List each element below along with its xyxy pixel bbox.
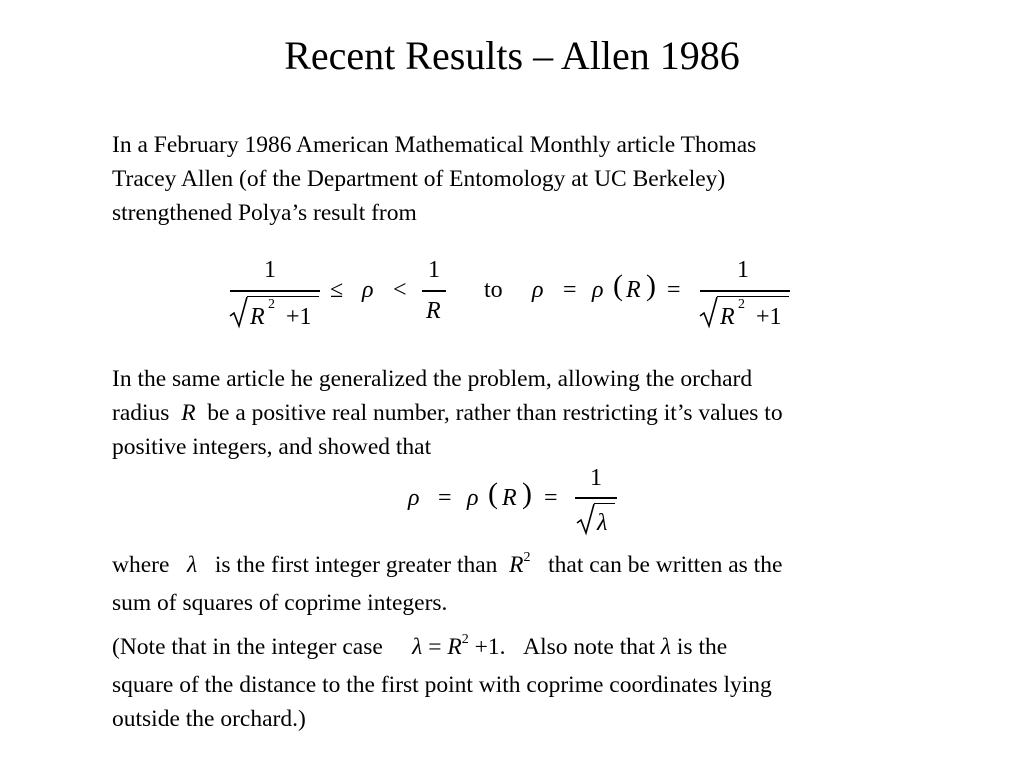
eq1-right-paren: ) bbox=[646, 269, 656, 302]
eq1-rho-2: ρ bbox=[532, 277, 544, 303]
eq2-rho: ρ bbox=[408, 485, 420, 511]
eq2-sqrt-bar bbox=[594, 503, 615, 504]
eq1-denominator-R: R bbox=[250, 304, 265, 330]
paragraph-note-line-3: outside the orchard.) bbox=[112, 706, 306, 732]
eq1-denominator-plus-one: +1 bbox=[286, 304, 312, 330]
paragraph-note bbox=[112, 630, 772, 736]
eq1-denominator-exp-3: 2 bbox=[738, 297, 745, 312]
p2-line2-rest: be a positive real number, rather than restricting it’s values to bbox=[207, 400, 783, 426]
eq2-right-paren: ) bbox=[522, 477, 532, 510]
p4-lambda-2: λ bbox=[660, 634, 672, 660]
eq1-left-paren: ( bbox=[613, 269, 623, 302]
paragraph-where bbox=[112, 548, 782, 620]
eq1-sqrt-sign-1 bbox=[229, 296, 249, 330]
eq1-leq-sign: ≤ bbox=[330, 277, 344, 303]
paragraph-where-line-2: sum of squares of coprime integers. bbox=[112, 590, 448, 616]
eq1-numerator-3: 1 bbox=[737, 257, 749, 283]
paragraph-intro-line-1: In a February 1986 American Mathematical Monthly article Thomas bbox=[112, 132, 757, 158]
p3-mid-text: is the first integer greater than bbox=[214, 552, 498, 578]
p3-exp: 2 bbox=[523, 550, 531, 565]
eq2-sqrt-sign bbox=[576, 503, 596, 537]
eq1-fraction-bar-1 bbox=[230, 290, 320, 292]
p4-pre-text: (Note that in the integer case bbox=[112, 634, 383, 660]
paragraph-intro bbox=[112, 128, 756, 230]
p3-where-word: where bbox=[112, 552, 170, 578]
eq2-rho-2: ρ bbox=[467, 485, 479, 511]
eq2-equals-2: = bbox=[544, 485, 558, 511]
p3-R: R bbox=[509, 552, 524, 578]
eq1-sqrt-bar-2 bbox=[717, 296, 789, 297]
p4-exp: 2 bbox=[461, 632, 469, 647]
eq1-lt-sign: < bbox=[393, 277, 407, 303]
paragraph-generalization-line-3: positive integers, and showed that bbox=[112, 434, 432, 460]
eq1-denominator-R-2: R bbox=[426, 298, 441, 324]
eq2-equals-1: = bbox=[438, 485, 452, 511]
paragraph-note-line-2: square of the distance to the first point with coprime coordinates lying bbox=[112, 672, 772, 698]
paragraph-generalization-line-1: In the same article he generalized the problem, allowing the orchard bbox=[112, 366, 753, 392]
p2-var-R: R bbox=[181, 400, 196, 426]
p3-lambda: λ bbox=[187, 552, 198, 578]
p4-R: R bbox=[447, 634, 462, 660]
eq1-numerator-2: 1 bbox=[428, 257, 440, 283]
p4-also-note: Also note that bbox=[523, 634, 655, 660]
p4-equals: = bbox=[428, 634, 442, 660]
p4-plus-one: +1. bbox=[474, 634, 506, 660]
eq2-numerator: 1 bbox=[590, 465, 602, 491]
p3-post-text: that can be written as the bbox=[548, 552, 783, 578]
slide-title: Recent Results – Allen 1986 bbox=[284, 33, 740, 78]
eq2-R: R bbox=[502, 485, 517, 511]
eq1-sqrt-bar-1 bbox=[247, 296, 319, 297]
p4-is-the: is the bbox=[676, 634, 728, 660]
eq1-fraction-bar-2 bbox=[422, 290, 446, 292]
eq1-to-word: to bbox=[484, 277, 503, 303]
paragraph-intro-line-3: strengthened Polya’s result from bbox=[112, 200, 417, 226]
eq2-left-paren: ( bbox=[488, 477, 498, 510]
paragraph-generalization-line-2 bbox=[112, 396, 783, 430]
eq1-sqrt-sign-2 bbox=[699, 296, 719, 330]
paragraph-intro-line-2: Tracey Allen (of the Department of Entomology at UC Berkeley) bbox=[112, 166, 726, 192]
paragraph-where-line-1 bbox=[112, 548, 782, 586]
p4-lambda: λ bbox=[412, 634, 423, 660]
eq1-denominator-plus-one-3: +1 bbox=[756, 304, 782, 330]
eq1-fraction-bar-3 bbox=[700, 290, 790, 292]
eq1-denominator-R-3: R bbox=[720, 304, 735, 330]
eq1-equals-2: = bbox=[667, 277, 681, 303]
paragraph-note-line-1 bbox=[112, 630, 772, 668]
eq1-denominator-exp: 2 bbox=[268, 297, 275, 312]
eq1-equals-1: = bbox=[563, 277, 577, 303]
p2-radius-word: radius bbox=[112, 400, 170, 426]
eq1-rho: ρ bbox=[362, 277, 374, 303]
eq2-lambda: λ bbox=[597, 510, 608, 536]
eq1-rho-3: ρ bbox=[592, 277, 604, 303]
paragraph-generalization bbox=[112, 362, 783, 464]
eq2-fraction-bar bbox=[575, 497, 617, 499]
eq1-numerator-1: 1 bbox=[264, 257, 276, 283]
eq1-R: R bbox=[626, 277, 641, 303]
